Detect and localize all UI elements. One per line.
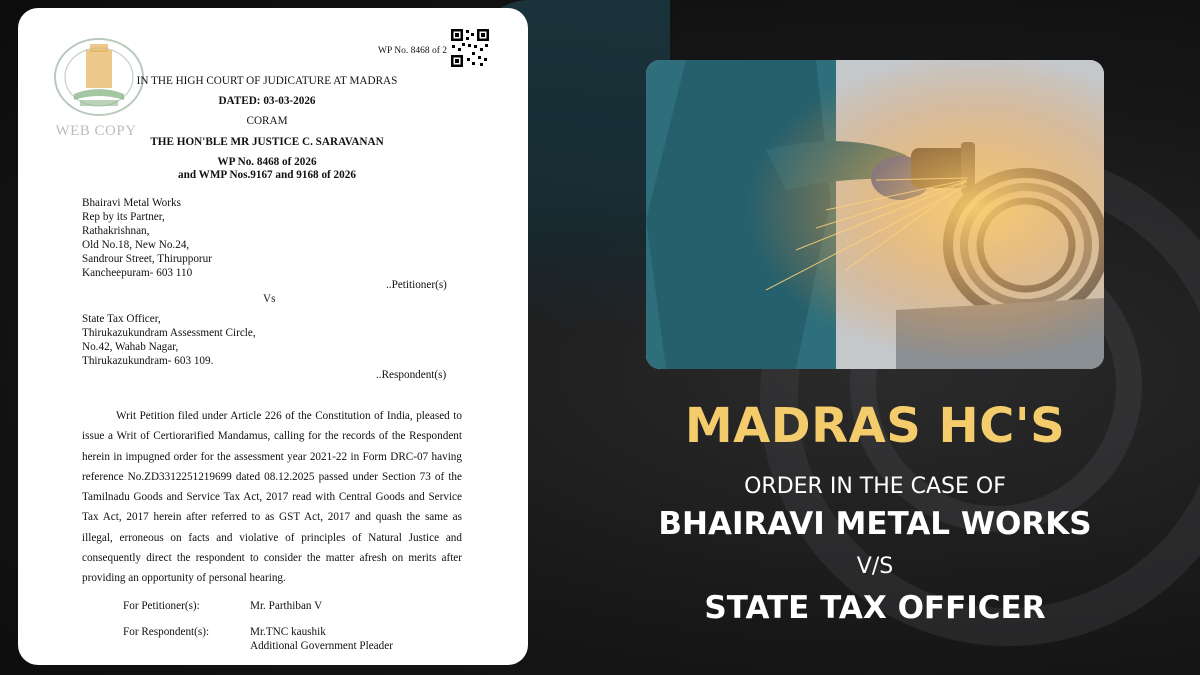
respondent-counsel-title: Additional Government Pleader: [250, 640, 393, 652]
petitioner-address: [82, 196, 212, 280]
justice-name: THE HON'BLE MR JUSTICE C. SARAVANAN: [150, 136, 384, 148]
metal-grinding-photo: [646, 60, 1104, 369]
respondent-line: State Tax Officer,: [82, 313, 161, 325]
court-name: IN THE HIGH COURT OF JUDICATURE AT MADRAS: [136, 75, 398, 87]
headline-title: MADRAS HC'S: [684, 398, 1066, 454]
petitioner-line: Old No.18, New No.24,: [82, 239, 190, 251]
headline-subtitle: ORDER IN THE CASE OF: [744, 474, 1006, 499]
coram-label: CORAM: [246, 115, 288, 127]
qr-code-icon[interactable]: [450, 28, 490, 68]
court-order-document: [18, 8, 528, 665]
order-date: DATED: 03-03-2026: [218, 95, 316, 107]
grinding-illustration: [646, 60, 1104, 369]
versus-label: Vs: [263, 293, 276, 305]
wmp-numbers: and WMP Nos.9167 and 9168 of 2026: [178, 169, 356, 181]
petitioner-line: Sandrour Street, Thirupporur: [82, 253, 212, 265]
petitioner-line: Rep by its Partner,: [82, 211, 165, 223]
watermark-text: WEB COPY: [55, 123, 137, 139]
petition-paragraph: Writ Petition filed under Article 226 of the Constitution of India, pleased to issue a Writ of Certiorarified Mandamus, calling for the records of the Respondent herein in impugned order for the assessment year 2021-22 in Form DRC-07 having reference No.ZD3312251219699 dated 08.12.2025 passed under Section 73 of the Tamilnadu Goods and Service Tax Act, 2017 read with Central Goods and Service Tax Act, 2017 herein after referred to as GST Act, 2017 and quash the same as illegal, erroneous on facts and violative of principles of Natural Justice and consequently direct the respondent to consider the matter afresh on merits after providing an opportunity of personal hearing.: [82, 410, 462, 585]
page-reference: WP No. 8468 of 2: [378, 46, 448, 56]
respondent-line: Thirukazukundram Assessment Circle,: [82, 327, 256, 339]
wp-number: WP No. 8468 of 2026: [217, 156, 317, 168]
petitioner-line: Kancheepuram- 603 110: [82, 267, 193, 279]
for-respondent-label: For Respondent(s):: [123, 626, 210, 638]
petitioner-line: Rathakrishnan,: [82, 225, 150, 237]
respondent-label: ..Respondent(s): [376, 369, 447, 381]
respondent-line: No.42, Wahab Nagar,: [82, 341, 179, 353]
headline-respondent: STATE TAX OFFICER: [704, 590, 1046, 626]
respondent-counsel: Mr.TNC kaushik: [250, 626, 326, 638]
respondent-address: [82, 312, 256, 368]
petitioner-counsel: Mr. Parthiban V: [250, 600, 323, 612]
for-petitioner-label: For Petitioner(s):: [123, 600, 200, 612]
headline-versus: V/S: [856, 554, 894, 579]
headline-petitioner: BHAIRAVI METAL WORKS: [658, 506, 1092, 542]
petitioner-label: ..Petitioner(s): [386, 279, 447, 291]
respondent-line: Thirukazukundram- 603 109.: [82, 355, 214, 367]
petitioner-line: Bhairavi Metal Works: [82, 197, 181, 209]
